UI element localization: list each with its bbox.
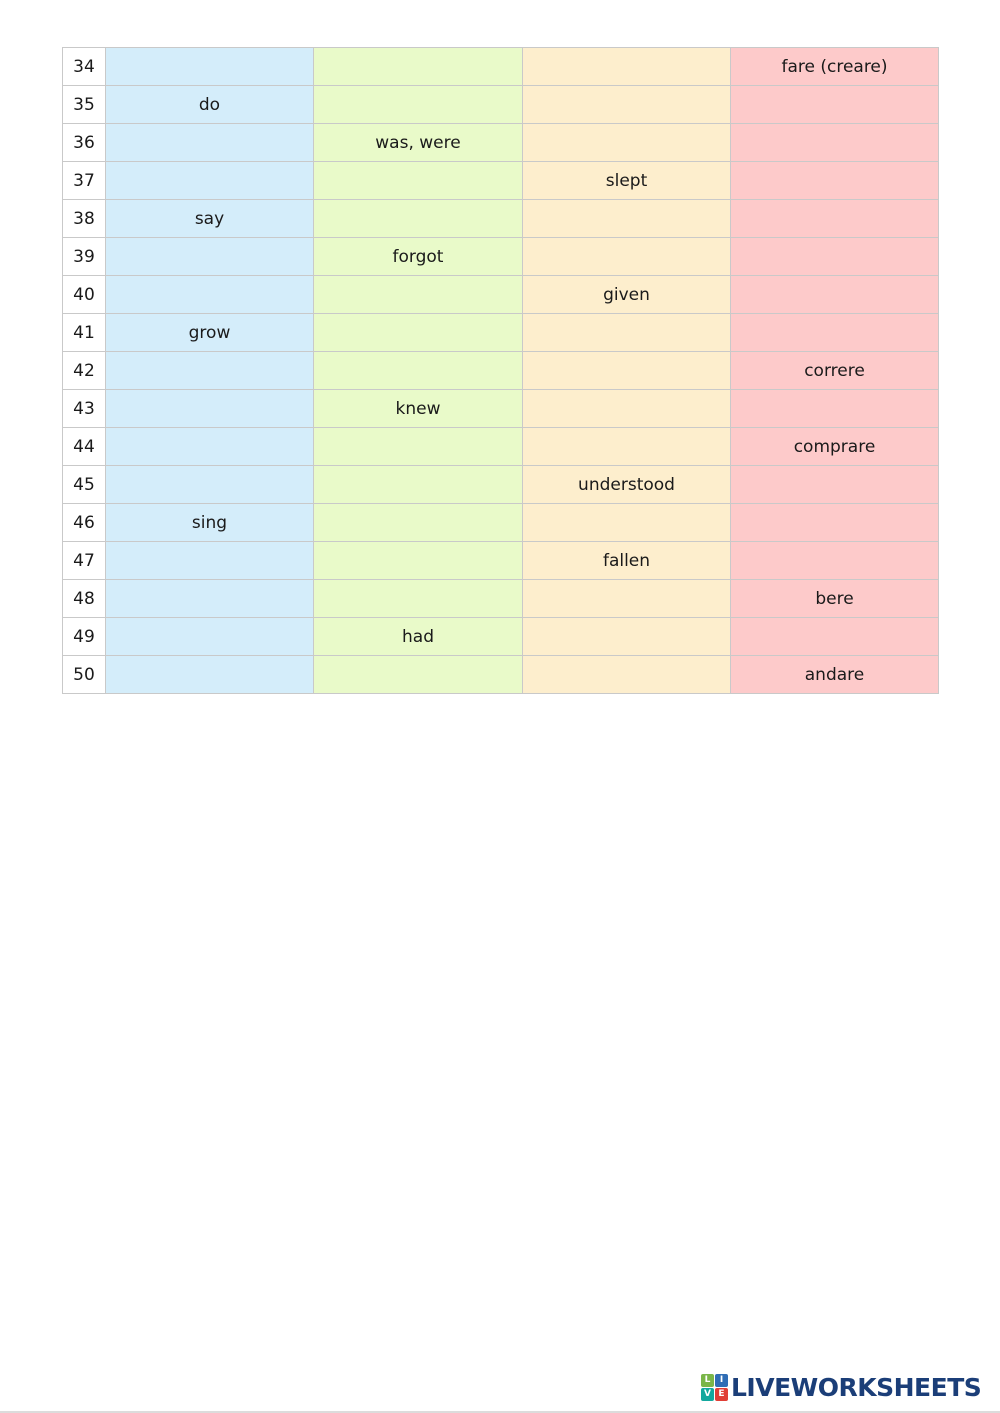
table-row	[63, 200, 939, 238]
row-number: 49	[63, 618, 106, 656]
cell-past-participle[interactable]	[523, 656, 731, 694]
cell-translation: andare	[731, 656, 939, 694]
cell-past-simple[interactable]	[314, 580, 523, 618]
cell-infinitive[interactable]	[106, 656, 314, 694]
cell-infinitive[interactable]	[106, 48, 314, 86]
cell-translation[interactable]	[731, 390, 939, 428]
liveworksheets-logo-icon	[701, 1374, 728, 1401]
cell-infinitive[interactable]	[106, 466, 314, 504]
row-number: 40	[63, 276, 106, 314]
table-row	[63, 352, 939, 390]
logo-square-v: V	[701, 1388, 714, 1401]
cell-past-simple[interactable]	[314, 656, 523, 694]
table-row	[63, 656, 939, 694]
cell-translation[interactable]	[731, 542, 939, 580]
cell-translation: bere	[731, 580, 939, 618]
cell-translation: correre	[731, 352, 939, 390]
cell-past-simple[interactable]	[314, 162, 523, 200]
cell-infinitive[interactable]	[106, 542, 314, 580]
cell-past-simple[interactable]	[314, 352, 523, 390]
cell-past-participle[interactable]	[523, 618, 731, 656]
cell-translation[interactable]	[731, 314, 939, 352]
cell-past-participle[interactable]	[523, 86, 731, 124]
cell-past-simple[interactable]	[314, 276, 523, 314]
cell-translation[interactable]	[731, 504, 939, 542]
cell-past-participle[interactable]	[523, 504, 731, 542]
logo-square-e: E	[715, 1388, 728, 1401]
cell-translation: comprare	[731, 428, 939, 466]
cell-translation[interactable]	[731, 162, 939, 200]
cell-past-participle[interactable]	[523, 390, 731, 428]
cell-translation[interactable]	[731, 86, 939, 124]
row-number: 44	[63, 428, 106, 466]
table-row	[63, 390, 939, 428]
row-number: 41	[63, 314, 106, 352]
table-row	[63, 314, 939, 352]
cell-translation[interactable]	[731, 200, 939, 238]
cell-past-participle: slept	[523, 162, 731, 200]
cell-infinitive: do	[106, 86, 314, 124]
table-row	[63, 428, 939, 466]
row-number: 35	[63, 86, 106, 124]
row-number: 38	[63, 200, 106, 238]
cell-infinitive[interactable]	[106, 276, 314, 314]
row-number: 42	[63, 352, 106, 390]
cell-past-simple: had	[314, 618, 523, 656]
cell-past-simple: was, were	[314, 124, 523, 162]
row-number: 34	[63, 48, 106, 86]
cell-past-participle[interactable]	[523, 314, 731, 352]
logo-square-l: L	[701, 1374, 714, 1387]
cell-infinitive: grow	[106, 314, 314, 352]
cell-infinitive[interactable]	[106, 580, 314, 618]
table-row	[63, 276, 939, 314]
liveworksheets-footer-link[interactable]	[701, 1372, 981, 1402]
cell-past-participle[interactable]	[523, 580, 731, 618]
table-row	[63, 238, 939, 276]
cell-translation[interactable]	[731, 618, 939, 656]
cell-infinitive[interactable]	[106, 390, 314, 428]
row-number: 37	[63, 162, 106, 200]
table-row	[63, 542, 939, 580]
cell-infinitive[interactable]	[106, 124, 314, 162]
row-number: 48	[63, 580, 106, 618]
cell-past-simple: knew	[314, 390, 523, 428]
table-row	[63, 124, 939, 162]
row-number: 50	[63, 656, 106, 694]
logo-square-i: I	[715, 1374, 728, 1387]
cell-past-participle[interactable]	[523, 238, 731, 276]
cell-infinitive[interactable]	[106, 428, 314, 466]
table-row	[63, 48, 939, 86]
cell-translation[interactable]	[731, 238, 939, 276]
cell-past-participle[interactable]	[523, 48, 731, 86]
cell-past-simple[interactable]	[314, 200, 523, 238]
table-row	[63, 504, 939, 542]
cell-past-participle: fallen	[523, 542, 731, 580]
row-number: 39	[63, 238, 106, 276]
cell-past-participle[interactable]	[523, 200, 731, 238]
liveworksheets-wordmark: LIVEWORKSHEETS	[731, 1372, 982, 1402]
cell-past-simple[interactable]	[314, 314, 523, 352]
cell-translation[interactable]	[731, 276, 939, 314]
table-row	[63, 86, 939, 124]
cell-infinitive[interactable]	[106, 238, 314, 276]
row-number: 46	[63, 504, 106, 542]
cell-infinitive[interactable]	[106, 352, 314, 390]
cell-past-simple[interactable]	[314, 428, 523, 466]
row-number: 47	[63, 542, 106, 580]
row-number: 36	[63, 124, 106, 162]
cell-past-simple[interactable]	[314, 504, 523, 542]
cell-past-simple[interactable]	[314, 466, 523, 504]
cell-past-simple[interactable]	[314, 542, 523, 580]
cell-past-participle: understood	[523, 466, 731, 504]
table-row	[63, 466, 939, 504]
row-number: 45	[63, 466, 106, 504]
table-row	[63, 618, 939, 656]
row-number: 43	[63, 390, 106, 428]
cell-past-simple[interactable]	[314, 86, 523, 124]
cell-infinitive[interactable]	[106, 162, 314, 200]
cell-translation[interactable]	[731, 124, 939, 162]
verbs-table	[62, 47, 939, 694]
table-row	[63, 580, 939, 618]
cell-infinitive: sing	[106, 504, 314, 542]
cell-translation: fare (creare)	[731, 48, 939, 86]
cell-infinitive: say	[106, 200, 314, 238]
cell-past-participle: given	[523, 276, 731, 314]
cell-past-participle[interactable]	[523, 124, 731, 162]
verbs-table-body	[63, 48, 939, 694]
cell-past-participle[interactable]	[523, 428, 731, 466]
cell-translation[interactable]	[731, 466, 939, 504]
table-row	[63, 162, 939, 200]
cell-infinitive[interactable]	[106, 618, 314, 656]
cell-past-participle[interactable]	[523, 352, 731, 390]
cell-past-simple: forgot	[314, 238, 523, 276]
cell-past-simple[interactable]	[314, 48, 523, 86]
